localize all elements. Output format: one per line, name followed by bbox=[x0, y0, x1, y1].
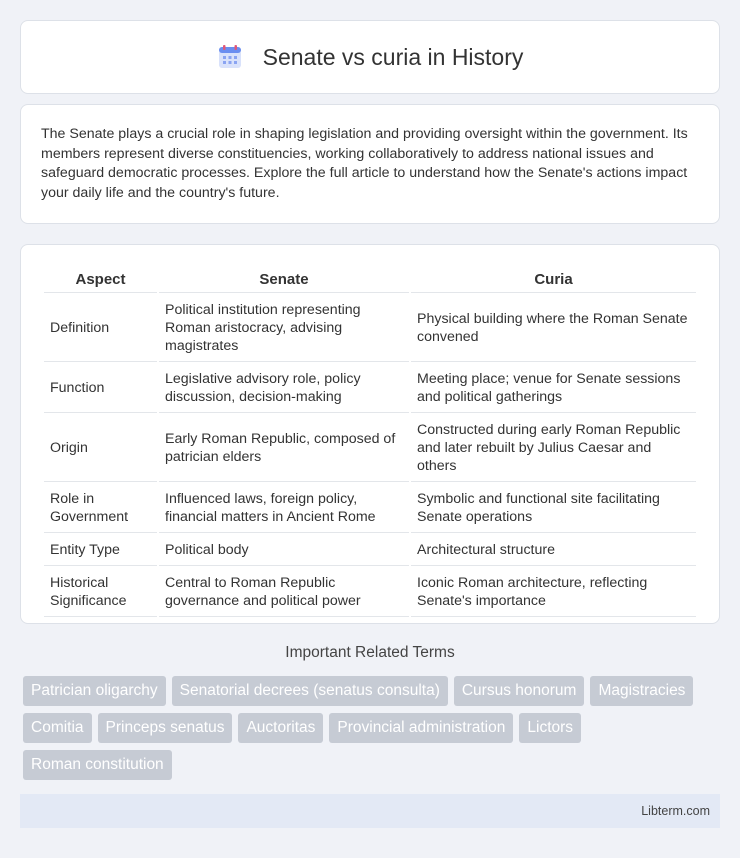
table-cell-senate: Central to Roman Republic governance and political power bbox=[159, 568, 409, 617]
related-term-tag[interactable]: Auctoritas bbox=[238, 713, 323, 743]
intro-text: The Senate plays a crucial role in shaping legislation and providing oversight within the government. Its members represent diverse constituencies, working collaboratively to address national issues and safeguard democratic processes. Explore the full article to understand how the Senate's actions impact your daily life and the country's future. bbox=[41, 126, 688, 201]
table-cell-senate: Political body bbox=[159, 535, 409, 566]
related-term-tag[interactable]: Cursus honorum bbox=[454, 676, 585, 706]
footer bbox=[20, 794, 720, 828]
related-term-tag[interactable]: Provincial administration bbox=[329, 713, 513, 743]
calendar-icon bbox=[217, 44, 243, 70]
intro-card bbox=[20, 104, 720, 224]
related-term-tag[interactable]: Patrician oligarchy bbox=[23, 676, 166, 706]
table-cell-curia: Architectural structure bbox=[411, 535, 696, 566]
table-cell-aspect: Historical Significance bbox=[44, 568, 157, 617]
table-cell-senate: Legislative advisory role, policy discussion, decision-making bbox=[159, 364, 409, 413]
comparison-table bbox=[42, 265, 698, 619]
related-term-tag[interactable]: Roman constitution bbox=[23, 750, 172, 780]
comparison-table-card bbox=[20, 244, 720, 624]
column-header-curia: Curia bbox=[411, 267, 696, 293]
table-cell-aspect: Role in Government bbox=[44, 484, 157, 533]
table-cell-senate: Early Roman Republic, composed of patrician elders bbox=[159, 415, 409, 482]
table-cell-senate: Influenced laws, foreign policy, financial matters in Ancient Rome bbox=[159, 484, 409, 533]
related-term-tag[interactable]: Lictors bbox=[519, 713, 581, 743]
table-cell-aspect: Function bbox=[44, 364, 157, 413]
table-row bbox=[44, 364, 696, 413]
related-terms-title: Important Related Terms bbox=[285, 644, 455, 661]
table-cell-aspect: Entity Type bbox=[44, 535, 157, 566]
related-term-tag[interactable]: Comitia bbox=[23, 713, 92, 743]
table-cell-senate: Political institution representing Roman aristocracy, advising magistrates bbox=[159, 295, 409, 362]
table-row bbox=[44, 295, 696, 362]
table-cell-curia: Symbolic and functional site facilitating Senate operations bbox=[411, 484, 696, 533]
footer-brand-link[interactable]: Libterm.com bbox=[641, 804, 710, 818]
table-row bbox=[44, 535, 696, 566]
table-row bbox=[44, 415, 696, 482]
related-term-tag[interactable]: Princeps senatus bbox=[98, 713, 233, 743]
related-terms-list bbox=[23, 676, 723, 780]
table-row bbox=[44, 568, 696, 617]
column-header-aspect: Aspect bbox=[44, 267, 157, 293]
table-cell-curia: Iconic Roman architecture, reflecting Senate's importance bbox=[411, 568, 696, 617]
table-row bbox=[44, 484, 696, 533]
related-term-tag[interactable]: Senatorial decrees (senatus consulta) bbox=[172, 676, 448, 706]
header-card bbox=[20, 20, 720, 94]
table-header-row bbox=[44, 267, 696, 293]
table-cell-curia: Meeting place; venue for Senate sessions and political gatherings bbox=[411, 364, 696, 413]
table-cell-curia: Physical building where the Roman Senate convened bbox=[411, 295, 696, 362]
table-cell-curia: Constructed during early Roman Republic and later rebuilt by Julius Caesar and others bbox=[411, 415, 696, 482]
page-title: Senate vs curia in History bbox=[262, 43, 524, 70]
table-cell-aspect: Definition bbox=[44, 295, 157, 362]
table-cell-aspect: Origin bbox=[44, 415, 157, 482]
column-header-senate: Senate bbox=[159, 267, 409, 293]
related-term-tag[interactable]: Magistracies bbox=[590, 676, 693, 706]
